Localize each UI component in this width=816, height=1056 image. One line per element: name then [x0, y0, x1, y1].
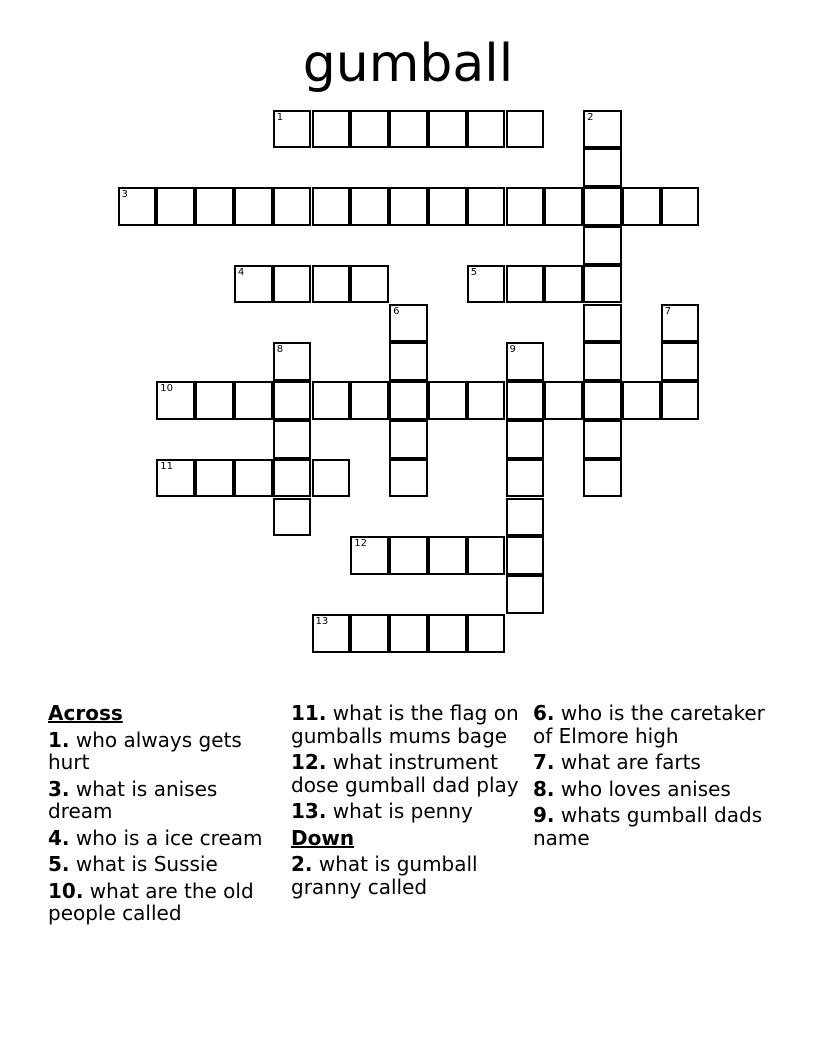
grid-cell[interactable] — [428, 381, 467, 420]
clue-text: what is anises dream — [48, 776, 218, 823]
down-heading: Down — [291, 825, 355, 850]
grid-cell[interactable] — [195, 187, 234, 226]
cell-number: 7 — [664, 305, 672, 317]
clue-across-4 — [48, 827, 280, 850]
clue-across-5 — [48, 853, 280, 876]
grid-cell[interactable] — [506, 536, 545, 575]
grid-cell[interactable] — [350, 187, 389, 226]
grid-cell[interactable] — [467, 110, 506, 149]
grid-cell[interactable] — [195, 459, 234, 498]
cell-number: 2 — [587, 111, 594, 123]
clue-text: what is penny — [332, 799, 473, 823]
clue-number: 11. — [291, 701, 327, 725]
clue-number: 10. — [48, 878, 84, 903]
grid-cell[interactable] — [506, 265, 545, 304]
grid-cell[interactable] — [661, 187, 700, 226]
grid-cell[interactable] — [467, 381, 506, 420]
grid-cell[interactable] — [389, 614, 428, 653]
clue-across-13 — [291, 800, 523, 823]
clue-number: 8. — [533, 776, 555, 801]
grid-cell[interactable] — [506, 459, 545, 498]
clue-text: who loves anises — [560, 776, 731, 801]
grid-cell[interactable] — [350, 110, 389, 149]
clue-number: 1. — [48, 727, 70, 752]
grid-cell[interactable] — [428, 614, 467, 653]
grid-cell[interactable] — [312, 187, 351, 226]
grid-cell[interactable] — [273, 381, 312, 420]
grid-cell[interactable] — [583, 265, 622, 304]
cell-number: 11 — [160, 460, 174, 472]
grid-cell[interactable] — [583, 381, 622, 420]
grid-cell[interactable] — [273, 342, 312, 381]
grid-cell[interactable] — [544, 265, 583, 304]
grid-cell[interactable] — [312, 265, 351, 304]
grid-cell[interactable] — [350, 536, 389, 575]
grid-cell[interactable] — [350, 614, 389, 653]
clue-number: 12. — [291, 750, 327, 774]
clue-down-6 — [533, 702, 765, 747]
clue-across-10 — [48, 880, 280, 925]
grid-cell[interactable] — [273, 265, 312, 304]
grid-cell[interactable] — [389, 459, 428, 498]
grid-cell[interactable] — [234, 187, 273, 226]
cell-number: 8 — [276, 344, 284, 356]
grid-cell[interactable] — [273, 459, 312, 498]
clue-number: 9. — [533, 803, 555, 827]
clue-text: whats gumball dads name — [533, 803, 763, 850]
grid-cell[interactable] — [273, 498, 312, 537]
grid-cell[interactable] — [389, 304, 428, 343]
grid-cell[interactable] — [273, 420, 312, 459]
clue-text: what are farts — [560, 750, 701, 774]
clue-text: what is Sussie — [75, 852, 218, 876]
grid-cell[interactable] — [467, 187, 506, 226]
cell-number: 13 — [315, 615, 329, 627]
grid-cell[interactable] — [583, 420, 622, 459]
grid-cell[interactable] — [234, 381, 273, 420]
clue-text: who is the caretaker of Elmore high — [533, 701, 765, 748]
grid-cell[interactable] — [234, 265, 273, 304]
grid-cell[interactable] — [312, 381, 351, 420]
cell-number: 1 — [276, 111, 284, 123]
clue-number: 2. — [291, 852, 313, 876]
grid-cell[interactable] — [506, 381, 545, 420]
grid-cell[interactable] — [428, 536, 467, 575]
grid-cell[interactable] — [350, 265, 389, 304]
clue-text: what instrument dose gumball dad play — [291, 750, 519, 797]
clue-across-3 — [48, 778, 280, 823]
clue-number: 7. — [533, 750, 555, 774]
clue-down-7 — [533, 751, 765, 774]
grid-cell[interactable] — [583, 304, 622, 343]
puzzle-title: gumball — [302, 34, 514, 94]
grid-cell[interactable] — [583, 187, 622, 226]
grid-cell[interactable] — [118, 187, 157, 226]
grid-cell[interactable] — [467, 614, 506, 653]
clue-down-8 — [533, 778, 765, 801]
clue-across-1 — [48, 729, 280, 774]
grid-cell[interactable] — [544, 381, 583, 420]
grid-cell[interactable] — [506, 187, 545, 226]
grid-cell[interactable] — [312, 110, 351, 149]
across-heading: Across — [48, 701, 123, 725]
grid-cell[interactable] — [506, 498, 545, 537]
grid-cell[interactable] — [583, 110, 622, 149]
clue-number: 5. — [48, 852, 70, 876]
cell-number: 6 — [393, 305, 400, 317]
clue-column-1 — [48, 702, 280, 929]
grid-cell[interactable] — [428, 110, 467, 149]
cell-number: 4 — [237, 266, 245, 278]
grid-cell[interactable] — [622, 381, 661, 420]
cell-number: 10 — [160, 383, 174, 395]
clue-across-11 — [291, 702, 523, 747]
cell-number: 3 — [121, 189, 128, 201]
clue-number: 6. — [533, 701, 555, 725]
grid-cell[interactable] — [273, 187, 312, 226]
grid-cell[interactable] — [506, 575, 545, 614]
clue-column-3 — [533, 702, 765, 853]
grid-cell[interactable] — [661, 381, 700, 420]
grid-cell[interactable] — [195, 381, 234, 420]
grid-cell[interactable] — [389, 342, 428, 381]
clue-number: 13. — [291, 799, 327, 823]
grid-cell[interactable] — [312, 459, 351, 498]
grid-cell[interactable] — [467, 265, 506, 304]
grid-cell[interactable] — [583, 459, 622, 498]
grid-cell[interactable] — [583, 148, 622, 187]
grid-cell[interactable] — [389, 536, 428, 575]
grid-cell[interactable] — [389, 420, 428, 459]
grid-cell[interactable] — [156, 381, 195, 420]
grid-cell[interactable] — [156, 459, 195, 498]
grid-cell[interactable] — [622, 187, 661, 226]
clue-number: 4. — [48, 825, 70, 850]
clue-number: 3. — [48, 776, 70, 801]
grid-cell[interactable] — [544, 187, 583, 226]
clue-text: who always gets hurt — [48, 727, 242, 774]
grid-cell[interactable] — [389, 187, 428, 226]
grid-cell[interactable] — [506, 110, 545, 149]
clue-down-9 — [533, 804, 765, 849]
grid-cell[interactable] — [273, 110, 312, 149]
grid-cell[interactable] — [661, 304, 700, 343]
grid-cell[interactable] — [506, 420, 545, 459]
clue-across-12 — [291, 751, 523, 796]
grid-cell[interactable] — [389, 381, 428, 420]
grid-cell[interactable] — [583, 342, 622, 381]
clue-text: who is a ice cream — [75, 825, 263, 850]
grid-cell[interactable] — [234, 459, 273, 498]
cell-number: 12 — [354, 538, 368, 550]
grid-cell[interactable] — [312, 614, 351, 653]
clue-down-2 — [291, 853, 523, 898]
grid-cell[interactable] — [506, 342, 545, 381]
clue-column-2 — [291, 702, 523, 902]
grid-cell[interactable] — [350, 381, 389, 420]
clue-text: what is the flag on gumballs mums bage — [291, 701, 519, 748]
grid-cell[interactable] — [467, 536, 506, 575]
clue-text: what is gumball granny called — [291, 852, 478, 899]
grid-cell[interactable] — [661, 342, 700, 381]
grid-cell[interactable] — [156, 187, 195, 226]
grid-cell[interactable] — [428, 187, 467, 226]
cell-number: 9 — [509, 344, 516, 356]
cell-number: 5 — [470, 266, 478, 278]
clue-text: what are the old people called — [48, 878, 254, 925]
grid-cell[interactable] — [583, 226, 622, 265]
grid-cell[interactable] — [389, 110, 428, 149]
